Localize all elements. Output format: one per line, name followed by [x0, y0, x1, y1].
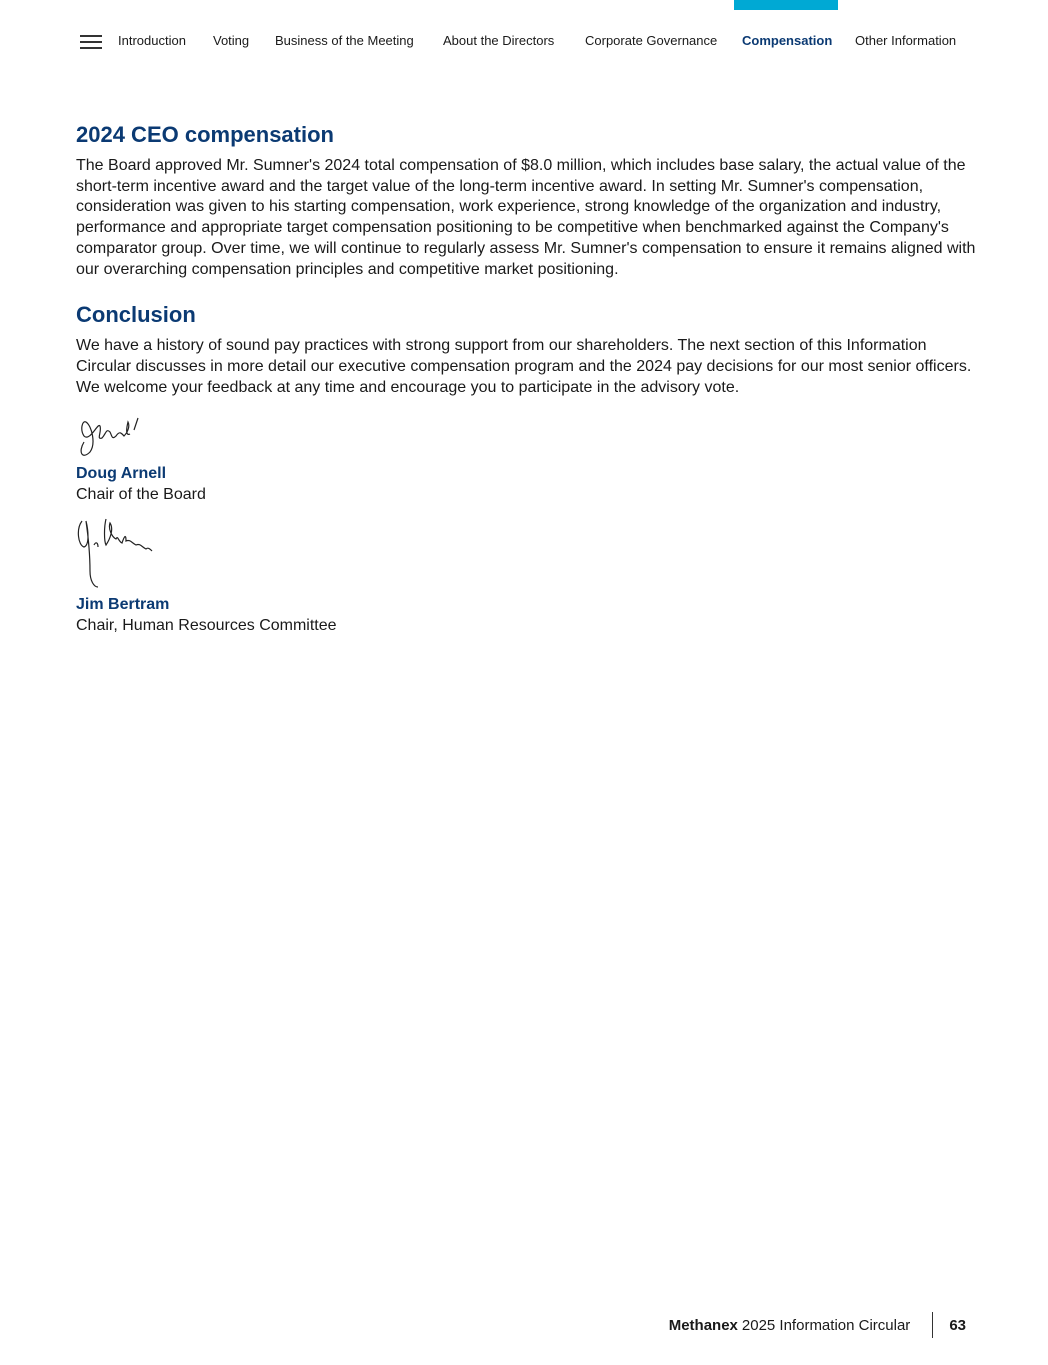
nav-item-about-the-directors[interactable]: About the Directors — [443, 33, 555, 48]
conclusion-paragraph: We have a history of sound pay practices with strong support from our shareholders. The next section of this Information Circular discusses in more detail our executive compensation program and the 2024 pay decisions for our most senior officers. We welcome your feedback at any time and encourage you to participate in the advisory vote. — [76, 337, 972, 396]
active-tab-indicator — [734, 0, 838, 10]
section-heading-ceo-compensation: 2024 CEO compensation — [76, 122, 334, 147]
main-content — [76, 120, 976, 636]
page-footer — [669, 1312, 966, 1338]
hamburger-menu-icon[interactable] — [80, 35, 102, 49]
signer-title: Chair of the Board — [76, 486, 206, 504]
ceo-compensation-paragraph: The Board approved Mr. Sumner's 2024 total compensation of $8.0 million, which includes base salary, the actual value of the short-term incentive award and the target value of the long-term incentive award. In setting Mr. Sumner's compensation, consideration was given to his starting compensation, work experience, strong knowledge of the organization and industry, performance and appropriate target compensation positioning to be competitive when benchmarked against the Company's comparator group. Over time, we will continue to regularly assess Mr. Sumner's compensation to ensure it remains aligned with our overarching compensation principles and competitive market positioning. — [76, 157, 976, 278]
signer-name: Doug Arnell — [76, 465, 167, 483]
nav-item-introduction[interactable]: Introduction — [118, 33, 186, 48]
signer-name: Jim Bertram — [76, 596, 170, 614]
signer-title: Chair, Human Resources Committee — [76, 617, 337, 635]
section-heading-conclusion: Conclusion — [76, 302, 196, 328]
conclusion-section — [76, 300, 976, 398]
nav-item-voting[interactable]: Voting — [213, 33, 250, 48]
nav-item-corporate-governance[interactable]: Corporate Governance — [585, 33, 718, 48]
top-navigation — [0, 0, 1048, 70]
page-number: 63 — [949, 1316, 966, 1334]
signature-block-2 — [76, 515, 976, 636]
nav-item-business-of-the-meeting[interactable]: Business of the Meeting — [275, 33, 414, 48]
nav-item-compensation[interactable]: Compensation — [742, 33, 833, 48]
signature-block-1 — [76, 412, 976, 505]
nav-item-other-information[interactable]: Other Information — [855, 33, 957, 48]
footer-document-title: 2025 Information Circular — [741, 1316, 911, 1334]
signature-image-doug-arnell — [76, 412, 146, 460]
footer-divider — [932, 1312, 933, 1338]
signature-image-jim-bertram — [76, 515, 156, 591]
footer-brand: Methanex — [668, 1316, 738, 1334]
